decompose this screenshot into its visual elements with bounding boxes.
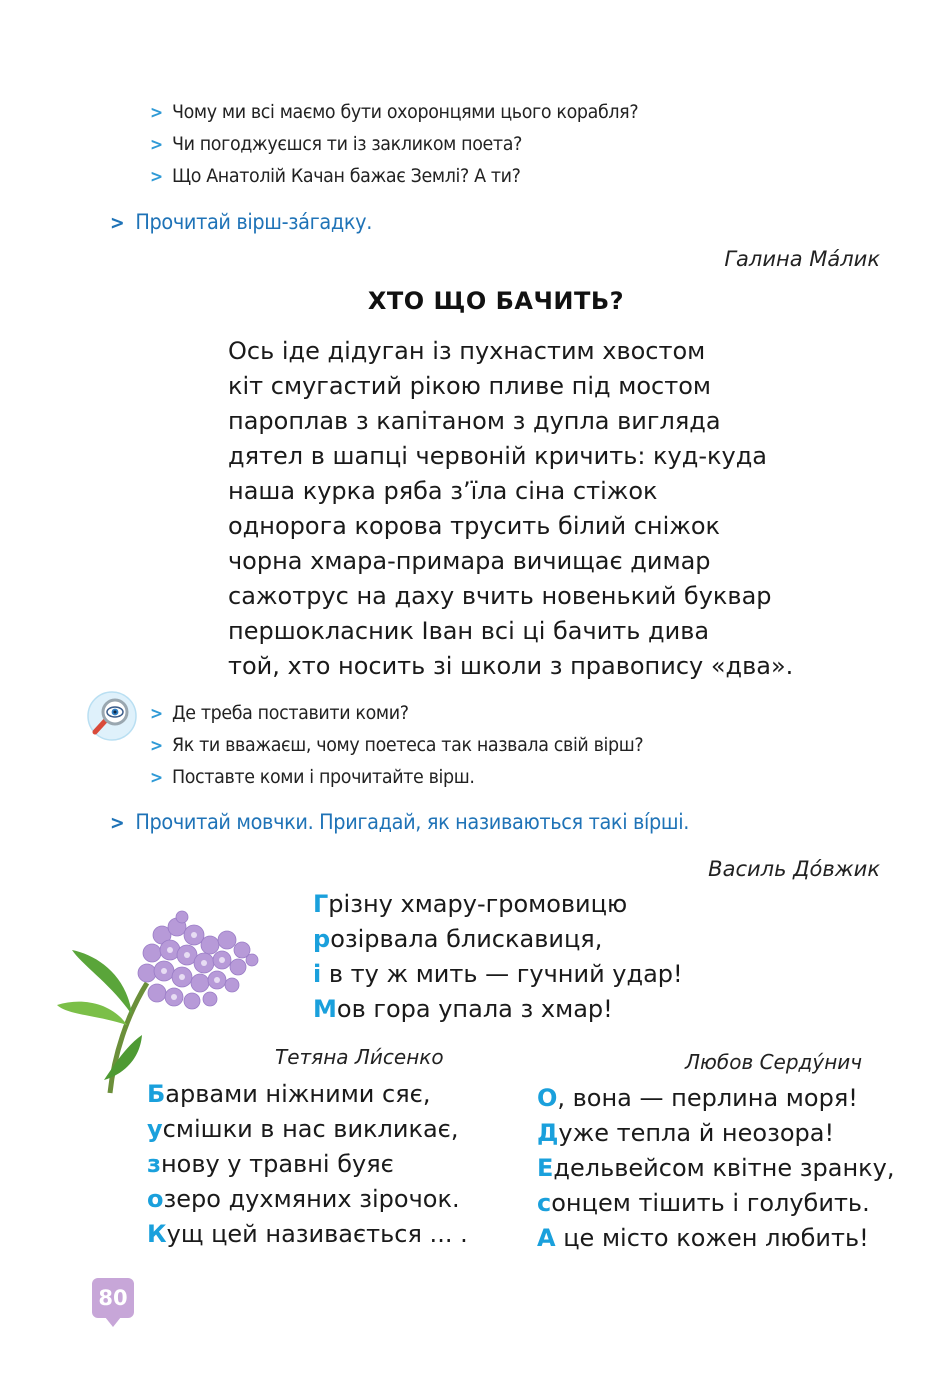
poem-line: озеро духмяних зірочок. [147,1185,460,1213]
poem-riddle [228,334,793,684]
question-item: > Де треба поставити коми? [150,702,409,724]
poem-line: А це місто кожен любить! [537,1224,869,1252]
poem-author: Галина Ма́лик [724,247,880,271]
bullet-marker: > [150,736,163,756]
poem-line: Барвами ніжними сяє, [147,1080,431,1108]
question-list-1 [150,97,681,193]
lilac-branch-illustration [52,905,262,1095]
acrostic-poem-3 [537,1081,894,1256]
bullet-marker: > [150,135,163,155]
poem-line: знову у травні буяє [147,1150,394,1178]
poem-line: О, вона — перлина моря! [537,1084,858,1112]
poem-line: чорна хмара-примара вичищає димар [228,547,711,575]
poem-line: першокласник Іван всі ці бачить дива [228,617,710,645]
acrostic-poem-1 [313,887,683,1027]
poem-line: розірвала блискавиця, [313,925,603,953]
poem-line: сонцем тішить і голубить. [537,1189,870,1217]
poem-line: Едельвейсом квітне зранку, [537,1154,895,1182]
poem-line: однорога корова трусить білий сніжок [228,512,721,540]
question-item: > Поставте коми і прочитайте вірш. [150,766,475,788]
bullet-marker: > [150,103,163,123]
task-instruction-2: > Прочитай мовчки. Пригадай, як називаються такі ві́рші. [110,810,690,834]
poem-line: Кущ цей називається ... . [147,1220,468,1248]
poem-line: Дуже тепла й неозора! [537,1119,835,1147]
magnifier-eye-icon [86,690,138,742]
task-marker: > [110,212,125,234]
bullet-marker: > [150,704,163,724]
poem-line: наша курка ряба з’їла сіна стіжок [228,477,658,505]
poem-line: пароплав з капітаном з дупла вигляда [228,407,721,435]
poem-line: Мов гора упала з хмар! [313,995,613,1023]
poem-line: усмішки в нас викликає, [147,1115,459,1143]
question-item: > Чи погоджуєшся ти із закликом поета? [150,133,523,155]
poem-author: Любов Серду́нич [685,1050,863,1074]
acrostic-poem-2 [147,1077,468,1252]
poem-line: кіт смугастий рікою пливе під мостом [228,372,712,400]
poem-title: ХТО ЩО БАЧИТЬ? [367,287,625,315]
question-item: > Як ти вважаєш, чому поетеса так назвала свій вірш? [150,734,644,756]
task-instruction-1: > Прочитай вірш-за́гадку. [110,210,372,234]
bullet-marker: > [150,167,163,187]
bullet-marker: > [150,768,163,788]
poem-line: і в ту ж мить — гучний удар! [313,960,683,988]
question-list-2 [150,698,686,794]
poem-author: Тетяна Ли́сенко [275,1045,444,1069]
poem-line: той, хто носить зі школи з правопису «два». [228,652,794,680]
poem-line: Грізну хмару-громовицю [313,890,628,918]
question-item: > Що Анатолій Качан бажає Землі? А ти? [150,165,521,187]
poem-line: дятел в шапці червоній кричить: куд-куда [228,442,768,470]
task-marker: > [110,812,125,834]
page-number-badge: 80 [92,1278,134,1318]
poem-line: сажотрус на даху вчить новенький буквар [228,582,772,610]
question-item: > Чому ми всі маємо бути охоронцями цього корабля? [150,101,639,123]
poem-line: Ось іде дідуган із пухнастим хвостом [228,337,706,365]
poem-author: Василь До́вжик [708,857,880,881]
